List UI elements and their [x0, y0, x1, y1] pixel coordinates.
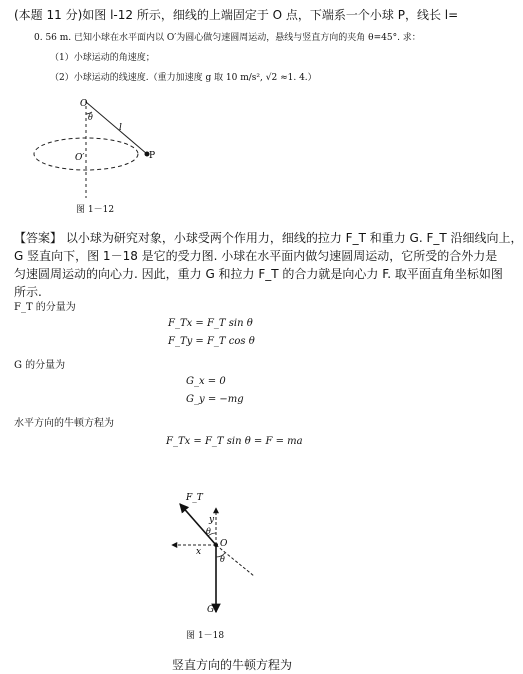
label-p: P: [149, 151, 156, 161]
answer-line-4: 所示.: [14, 285, 42, 299]
equation-ft-y: F_Ty = F_T cos θ: [168, 336, 255, 347]
problem-line-1: (本题 11 分)如图 l-12 所示，细线的上端固定于 O 点，下端系一个小球 P，线长 l=: [14, 8, 459, 22]
figure-1-18: [166, 486, 306, 626]
equation-ft-x: F_Tx = F_T sin θ: [168, 318, 253, 329]
answer-line-3: 匀速圆周运动的向心力. 因此，重力 G 和拉力 F_T 的合力就是向心力 F. 取平面直角坐标如图: [14, 267, 503, 281]
answer-line-1: [14, 229, 523, 246]
ball-center: [214, 543, 218, 547]
label-x: x: [196, 547, 202, 557]
question-1: （1）小球运动的角速度；: [50, 53, 155, 63]
answer-line-2: G 竖直向下，图 1－18 是它的受力图. 小球在水平面内做匀速圆周运动，它所受的合外力是: [14, 249, 498, 263]
label-ft: F_T: [186, 493, 203, 503]
label-o-prime: O′: [75, 153, 85, 163]
equation-g-y: G_y = −mg: [186, 394, 244, 405]
label-l: l: [119, 123, 122, 133]
figure-1-12: [30, 90, 180, 215]
problem-line-2: 0. 56 m. 已知小球在水平面内以 O′为圆心做匀速圆周运动，悬线与竖直方向的夹角 θ=45°. 求：: [34, 33, 421, 43]
label-y: y: [209, 515, 215, 525]
ft-components-intro: F_T 的分量为: [14, 302, 76, 313]
newton-vertical-intro: 竖直方向的牛顿方程为: [172, 658, 293, 672]
figure-1-18-caption: 图 1－18: [186, 631, 225, 641]
g-components-intro: G 的分量为: [14, 360, 66, 371]
question-2: （2）小球运动的线速度.（重力加速度 g 取 10 m/s², √2 ≈1. 4.）: [50, 73, 317, 83]
newton-horizontal-intro: 水平方向的牛顿方程为: [14, 418, 114, 429]
label-g: G: [207, 605, 215, 615]
label-theta-lower: θ: [220, 555, 225, 564]
answer-text-1: 以小球为研究对象，小球受两个作用力，细线的拉力 F_T 和重力 G. F_T 沿细线向上，: [65, 231, 523, 245]
equation-g-x: G_x = 0: [186, 376, 226, 387]
label-theta-upper: θ: [206, 527, 211, 536]
answer-tag: 【答案】: [14, 231, 63, 245]
label-theta: θ: [88, 113, 93, 122]
string-line: [86, 102, 147, 154]
label-o: O: [220, 539, 228, 549]
figure-1-12-caption: 图 1－12: [76, 205, 115, 215]
equation-newton-horizontal: F_Tx = F_T sin θ = F = ma: [166, 436, 303, 447]
label-o: O: [80, 99, 88, 109]
